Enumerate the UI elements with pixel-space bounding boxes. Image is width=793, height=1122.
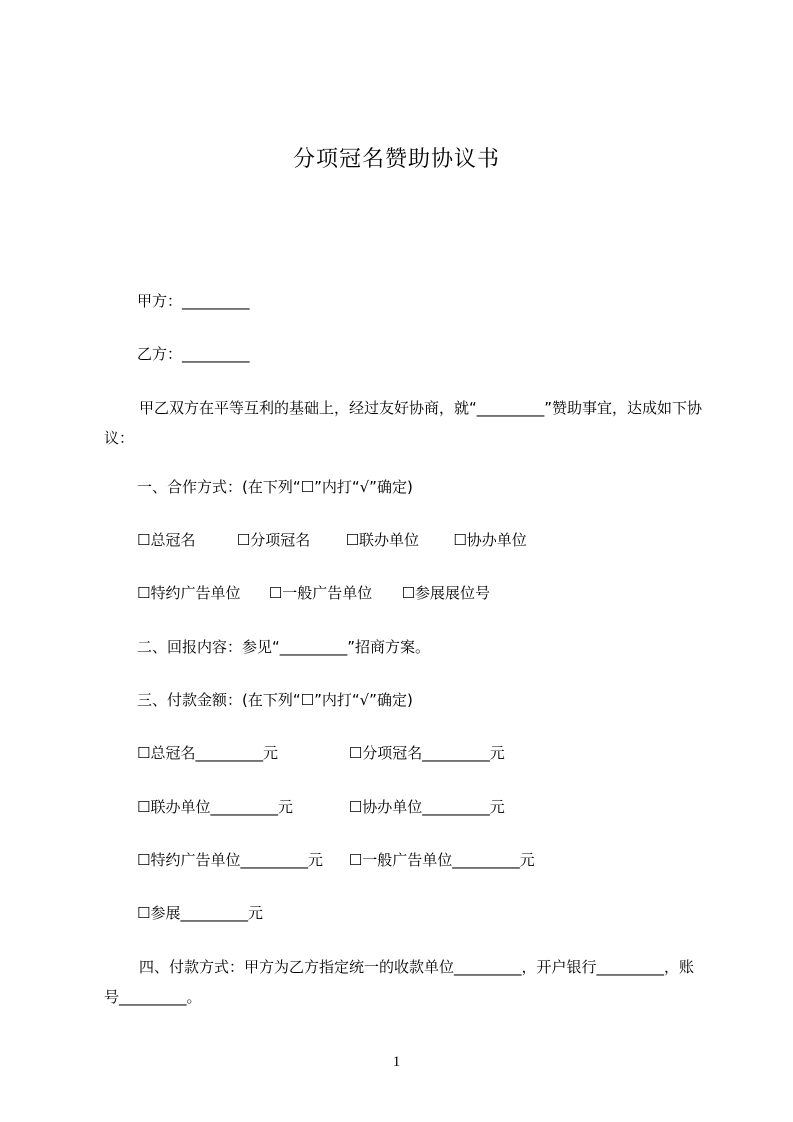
cooperation-options-row-2 xyxy=(137,582,490,604)
amount-title-sponsor: ☐总冠名_________元 xyxy=(137,744,278,762)
option-exhibition-booth: ☐参展展位号 xyxy=(401,584,491,602)
party-a-line: 甲方：_________ xyxy=(137,292,250,310)
cooperation-options-row-1 xyxy=(137,529,527,551)
section-2-line: 二、回报内容：参见“_________”招商方案。 xyxy=(137,638,431,656)
party-b-line: 乙方：_________ xyxy=(137,345,250,363)
option-sub-title-sponsor: ☐分项冠名 xyxy=(236,531,311,549)
amount-general-advertiser: ☐一般广告单位_________元 xyxy=(348,851,535,869)
amount-row-4 xyxy=(137,902,263,924)
amount-row-1 xyxy=(137,742,505,764)
amount-special-advertiser: ☐特约广告单位_________元 xyxy=(137,851,323,869)
section-4-paragraph: 四、付款方式：甲方为乙方指定统一的收款单位_________，开户银行_________，账号_________。 xyxy=(104,958,695,1006)
section-1-heading: 一、合作方式：(在下列“☐”内打“√”确定) xyxy=(137,478,413,496)
section-3-heading: 三、付款金额：(在下列“☐”内打“√”确定) xyxy=(137,691,413,709)
amount-row-3 xyxy=(137,849,535,871)
document-title: 分项冠名赞助协议书 xyxy=(292,147,500,172)
amount-row-2 xyxy=(137,796,505,818)
intro-paragraph: 甲乙双方在平等互利的基础上，经过友好协商，就“_________”赞助事宜，达成如下协议： xyxy=(104,399,703,447)
option-title-sponsor: ☐总冠名 xyxy=(137,531,196,549)
page-number: 1 xyxy=(392,1054,401,1070)
amount-assisting-unit: ☐协办单位_________元 xyxy=(348,798,505,816)
option-assisting-unit: ☐协办单位 xyxy=(453,531,527,549)
option-general-advertiser: ☐一般广告单位 xyxy=(268,584,373,602)
option-special-advertiser: ☐特约广告单位 xyxy=(137,584,241,602)
amount-exhibition: ☐参展_________元 xyxy=(137,904,263,922)
amount-co-organizer: ☐联办单位_________元 xyxy=(137,798,293,816)
amount-sub-title-sponsor: ☐分项冠名_________元 xyxy=(348,744,505,762)
option-co-organizer: ☐联办单位 xyxy=(345,531,420,549)
